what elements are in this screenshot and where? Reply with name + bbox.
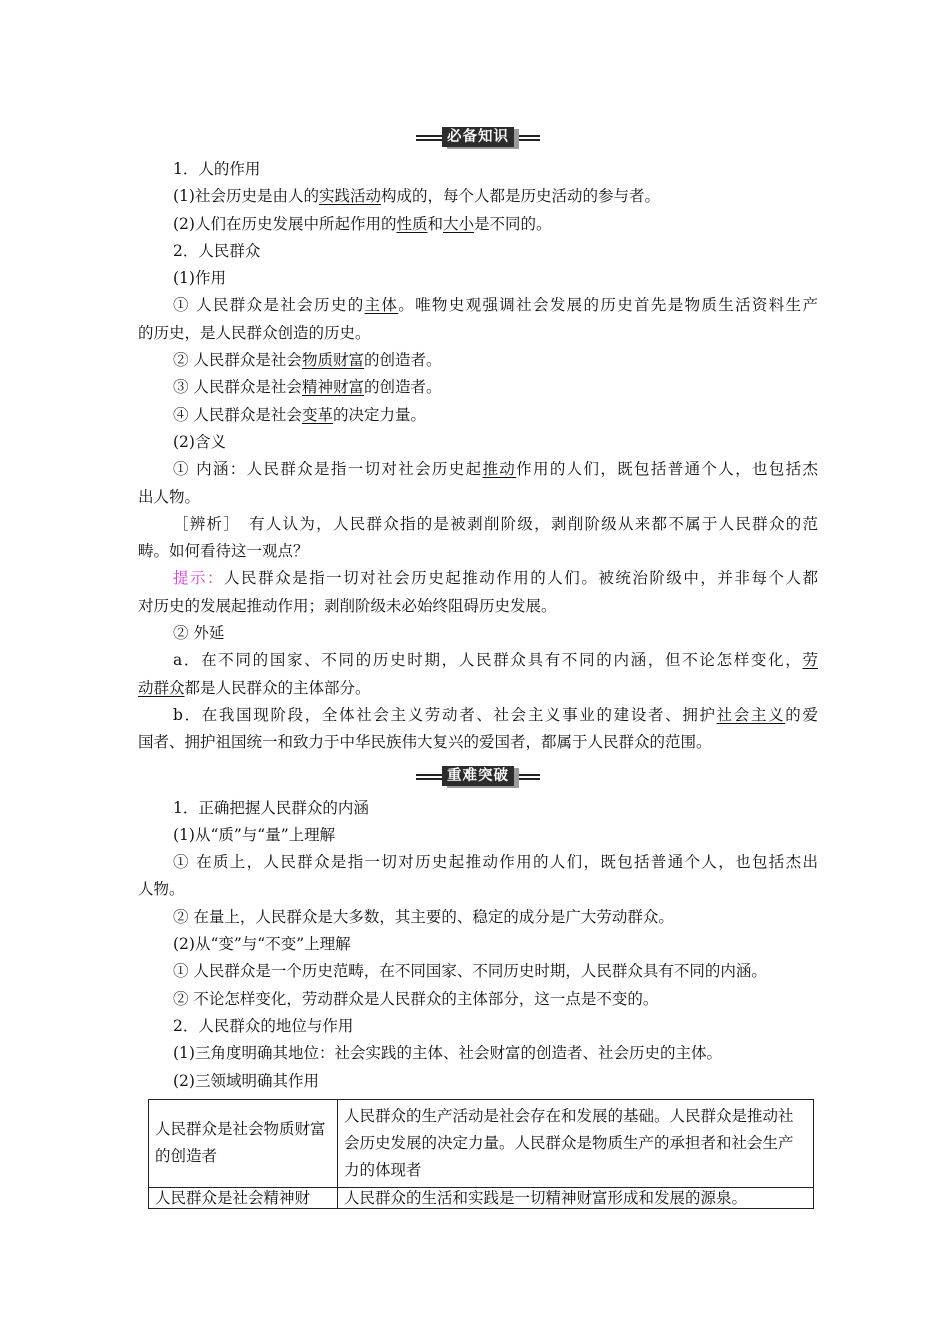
table-cell: 人民群众是社会精神财 — [149, 1187, 338, 1208]
paragraph: ② 在量上，人民群众是大多数，其主要的、稳定的成分是广大劳动群众。 — [173, 907, 674, 926]
table-cell: 人民群众的生活和实践是一切精神财富形成和发展的源泉。 — [338, 1187, 814, 1208]
heading-1: 1．人的作用 — [173, 160, 261, 178]
paragraph: ① 人民群众是一个历史范畴，在不同国家、不同历史时期，人民群众具有不同的内涵。 — [173, 962, 767, 981]
fill-answer: 劳 — [802, 651, 818, 670]
section-banner-essential — [138, 118, 818, 156]
table-row — [149, 1099, 814, 1187]
subheading: (1)从“质”与“量”上理解 — [173, 825, 336, 844]
tip-answer: 提示：人民群众是指一切对社会历史起推动作用的人们。被统治阶级中，并非每个人都 — [173, 569, 818, 588]
subheading: (2)从“变”与“不变”上理解 — [173, 935, 351, 954]
heading-2: 2．人民群众的地位与作用 — [173, 1016, 354, 1035]
tip-label: 提示： — [173, 569, 225, 588]
fill-answer: 推动 — [482, 460, 517, 479]
banner-title: 必备知识 — [442, 127, 514, 147]
fill-answer: 变革 — [301, 405, 333, 424]
fill-answer: 性质 — [396, 214, 428, 233]
analysis-question-continued: 畴。如何看待这一观点？ — [138, 542, 309, 561]
subheading: (2)三领域明确其作用 — [173, 1071, 319, 1090]
paragraph: ② 人民群众是社会物质财富的创造者。 — [173, 351, 442, 370]
tip-answer-continued: 对历史的发展起推动作用；剥削阶级未必始终阻碍历史发展。 — [138, 596, 557, 615]
paragraph: b．在我国现阶段，全体社会主义劳动者、社会主义事业的建设者、拥护社会主义的爱 — [173, 705, 818, 724]
paragraph: ① 内涵：人民群众是指一切对社会历史起推动作用的人们，既包括普通个人，也包括杰 — [173, 460, 818, 479]
subheading: (1)三角度明确其地位：社会实践的主体、社会财富的创造者、社会历史的主体。 — [173, 1044, 722, 1063]
paragraph-continued: 出人物。 — [138, 487, 201, 506]
paragraph: ④ 人民群众是社会变革的决定力量。 — [173, 405, 426, 424]
fill-answer: 物质财富 — [301, 351, 364, 370]
subheading: ② 外延 — [173, 624, 225, 643]
paragraph: (2)人们在历史发展中所起作用的性质和大小是不同的。 — [173, 214, 552, 233]
heading-1: 1．正确把握人民群众的内涵 — [173, 798, 369, 817]
paragraph-continued: 动群众都是人民群众的主体部分。 — [138, 678, 371, 697]
paragraph: ② 不论怎样变化，劳动群众是人民群众的主体部分，这一点是不变的。 — [173, 989, 659, 1008]
heading-2: 2．人民群众 — [173, 241, 261, 260]
fill-answer: 动群众 — [138, 678, 185, 697]
paragraph-continued: 的历史，是人民群众创造的历史。 — [138, 323, 371, 342]
fill-answer: 大小 — [443, 214, 475, 233]
section-banner-key-points — [138, 757, 818, 795]
subheading: (1)作用 — [173, 269, 226, 288]
fill-answer: 精神财富 — [301, 378, 364, 397]
banner-title: 重难突破 — [442, 766, 514, 786]
paragraph: (1)社会历史是由人的实践活动构成的，每个人都是历史活动的参与者。 — [173, 187, 660, 206]
paragraph: ① 在质上，人民群众是指一切对历史起推动作用的人们，既包括普通个人，也包括杰出 — [173, 853, 818, 872]
table-cell: 人民群众的生产活动是社会存在和发展的基础。人民群众是推动社会历史发展的决定力量。人民群众是物质生产的承担者和社会生产力的体现者 — [338, 1099, 814, 1187]
role-table — [148, 1099, 814, 1209]
fill-answer: 社会主义 — [716, 705, 786, 724]
document-page — [138, 118, 818, 1209]
subheading: (2)含义 — [173, 432, 226, 451]
paragraph: ① 人民群众是社会历史的主体。唯物史观强调社会发展的历史首先是物质生活资料生产 — [173, 296, 818, 315]
paragraph: ③ 人民群众是社会精神财富的创造者。 — [173, 378, 442, 397]
table-cell: 人民群众是社会物质财富的创造者 — [149, 1099, 338, 1187]
paragraph-continued: 国者、拥护祖国统一和致力于中华民族伟大复兴的爱国者，都属于人民群众的范围。 — [138, 733, 712, 752]
fill-answer: 实践活动 — [318, 187, 381, 206]
paragraph-continued: 人物。 — [138, 880, 185, 899]
table-row — [149, 1187, 814, 1208]
fill-answer: 主体 — [364, 296, 399, 315]
analysis-question: ［辨析］ 有人认为，人民群众指的是被剥削阶级，剥削阶级从来都不属于人民群众的范 — [173, 514, 818, 533]
paragraph: a．在不同的国家、不同的历史时期，人民群众具有不同的内涵，但不论怎样变化，劳 — [173, 651, 818, 670]
